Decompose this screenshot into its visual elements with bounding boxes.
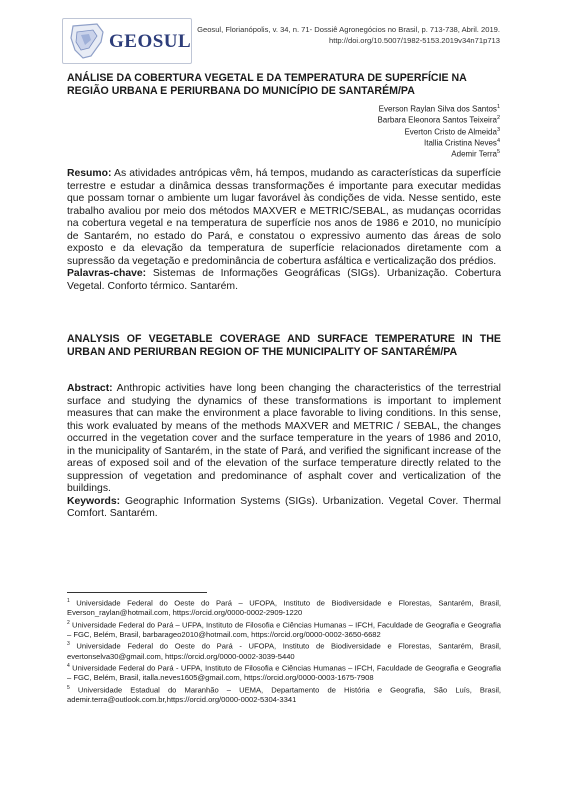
palavras-chave-label: Palavras-chave: — [67, 268, 147, 279]
journal-logo — [62, 18, 192, 64]
resumo-text: As atividades antrópicas vêm, há tempos, mudando as características da superfície terrestre e estudar a dinâmica dessas transformações é importante para executar medidas que possam tornar o ambiente um lugar favorável às condições de vida. Nesse sentido, este trabalho avaliou por meio dos métodos MAXVER e METRIC/SEBAL, as mudanças ocorridas na cobertura vegetal e na temperatura de superfície nos anos de 1986 e 2010, no município de Santarém, no estado do Pará, e constatou o expressivo aumento das áreas de solo exposto e da elevação da temperatura de superfície relacionados diretamente com a supressão da vegetação e predominância de cobertura asfáltica e verticalização dos prédios. — [67, 168, 501, 267]
keywords-text: Geographic Information Systems (SIGs). Urbanization. Vegetal Cover. Thermal Comfort. Santarém. — [67, 495, 501, 519]
author-item: Ademir Terra$^5$ — [451, 149, 500, 159]
keywords-label: Keywords: — [67, 495, 121, 507]
author-item: Barbara Eleonora Santos Teixeira$^2$ — [377, 115, 500, 125]
author-item: Itallia Cristina Neves$^4$ — [424, 137, 500, 148]
footnote-item: $^4$ Universidade Federal do Pará - UFPA, Instituto de Filosofia e Ciências Humanas – IFCH, Faculdade de Geografia e Geografia – FGC, Belém, Brasil, italla.neves1605@gmail.com, https://orcid.org/0000-0003-1675-7908 — [67, 663, 501, 683]
palavras-chave-text: Sistemas de Informações Geográficas (SIGs). Urbanização. Cobertura Vegetal. Conforto térmico. Santarém. — [67, 268, 501, 292]
footnote-item: $^3$ Universidade Federal do Oeste do Pará - UFOPA, Instituto de Biodiversidade e Florestas, Santarém, Brasil, evertonselva30@gmail.com, https://orcid.org/0000-0002-3039-5440 — [67, 641, 501, 661]
footnote-item: $^1$ Universidade Federal do Oeste do Pará – UFOPA, Instituto de Biodiversidade e Florestas, Santarém, Brasil, Everson_raylan@hotmail.com, https://orcid.org/0000-0002-2909-1220 — [67, 598, 501, 618]
author-list — [377, 103, 500, 159]
author-item: Everson Raylan Silva dos Santos$^1$ — [378, 104, 500, 114]
footnotes — [67, 597, 501, 706]
logo-wordmark: GEOSUL — [109, 31, 192, 52]
article-title-pt: ANÁLISE DA COBERTURA VEGETAL E DA TEMPERATURA DE SUPERFÍCIE NA REGIÃO URBANA E PERIURBANA DO MUNICÍPIO DE SANTARÉM/PA — [67, 72, 467, 97]
footnote-divider — [67, 592, 207, 593]
article-title-en: ANALYSIS OF VEGETABLE COVERAGE AND SURFACE TEMPERATURE IN THE URBAN AND PERIURBAN REGION OF THE MUNICIPALITY OF SANTARÉM/PA — [67, 333, 501, 358]
abstract-text: Anthropic activities have long been changing the characteristics of the terrestrial surface and studying the dynamics of these transformations is important to implement measures that can make the environment a place favorable to living conditions. In this sense, this work evaluated by means of the methods MAXVER and METRIC / SEBAL, the changes occurred in the vegetation cover and the surface temperature in the years of 1986 and 2010, in the municipality of Santarém, in the state of Pará, and verified the significant increase of the areas of exposed soil and of the elevation of the surface temperature directly related to the suppression of vegetation and predominance of asphalt cover and verticalization of the buildings. — [67, 383, 501, 494]
abstract-paragraph — [67, 383, 501, 521]
footnote-item: $^5$ Universidade Estadual do Maranhão – UEMA, Departamento de História e Geografia, São Luís, Brasil, ademir.terra@outlook.com.br,https://orcid.org/0000-0002-5304-3341 — [67, 684, 501, 704]
abstract-label: Abstract: — [67, 383, 113, 394]
citation-line: Geosul, Florianópolis, v. 34, n. 71- Dossiê Agronegócios no Brasil, p. 713-738, Abril. 2019. — [197, 25, 500, 34]
author-item: Everton Cristo de Almeida$^3$ — [404, 126, 500, 137]
map-emblem-icon — [67, 22, 107, 60]
journal-header — [197, 24, 500, 46]
resumo-label: Resumo: — [67, 168, 112, 179]
doi-link[interactable]: http://doi.org/10.5007/1982-5153.2019v34n71p713 — [328, 36, 500, 45]
resumo-paragraph — [67, 168, 501, 293]
footnote-item: $^2$ Universidade Federal do Pará – UFPA, Instituto de Filosofia e Ciências Humanas – IFCH, Faculdade de Geografia e Geografia – FGC, Belém, Brasil, barbarageo2010@hotmail.com, https://orcid.org/0000-0002-3650-6682 — [67, 619, 501, 639]
